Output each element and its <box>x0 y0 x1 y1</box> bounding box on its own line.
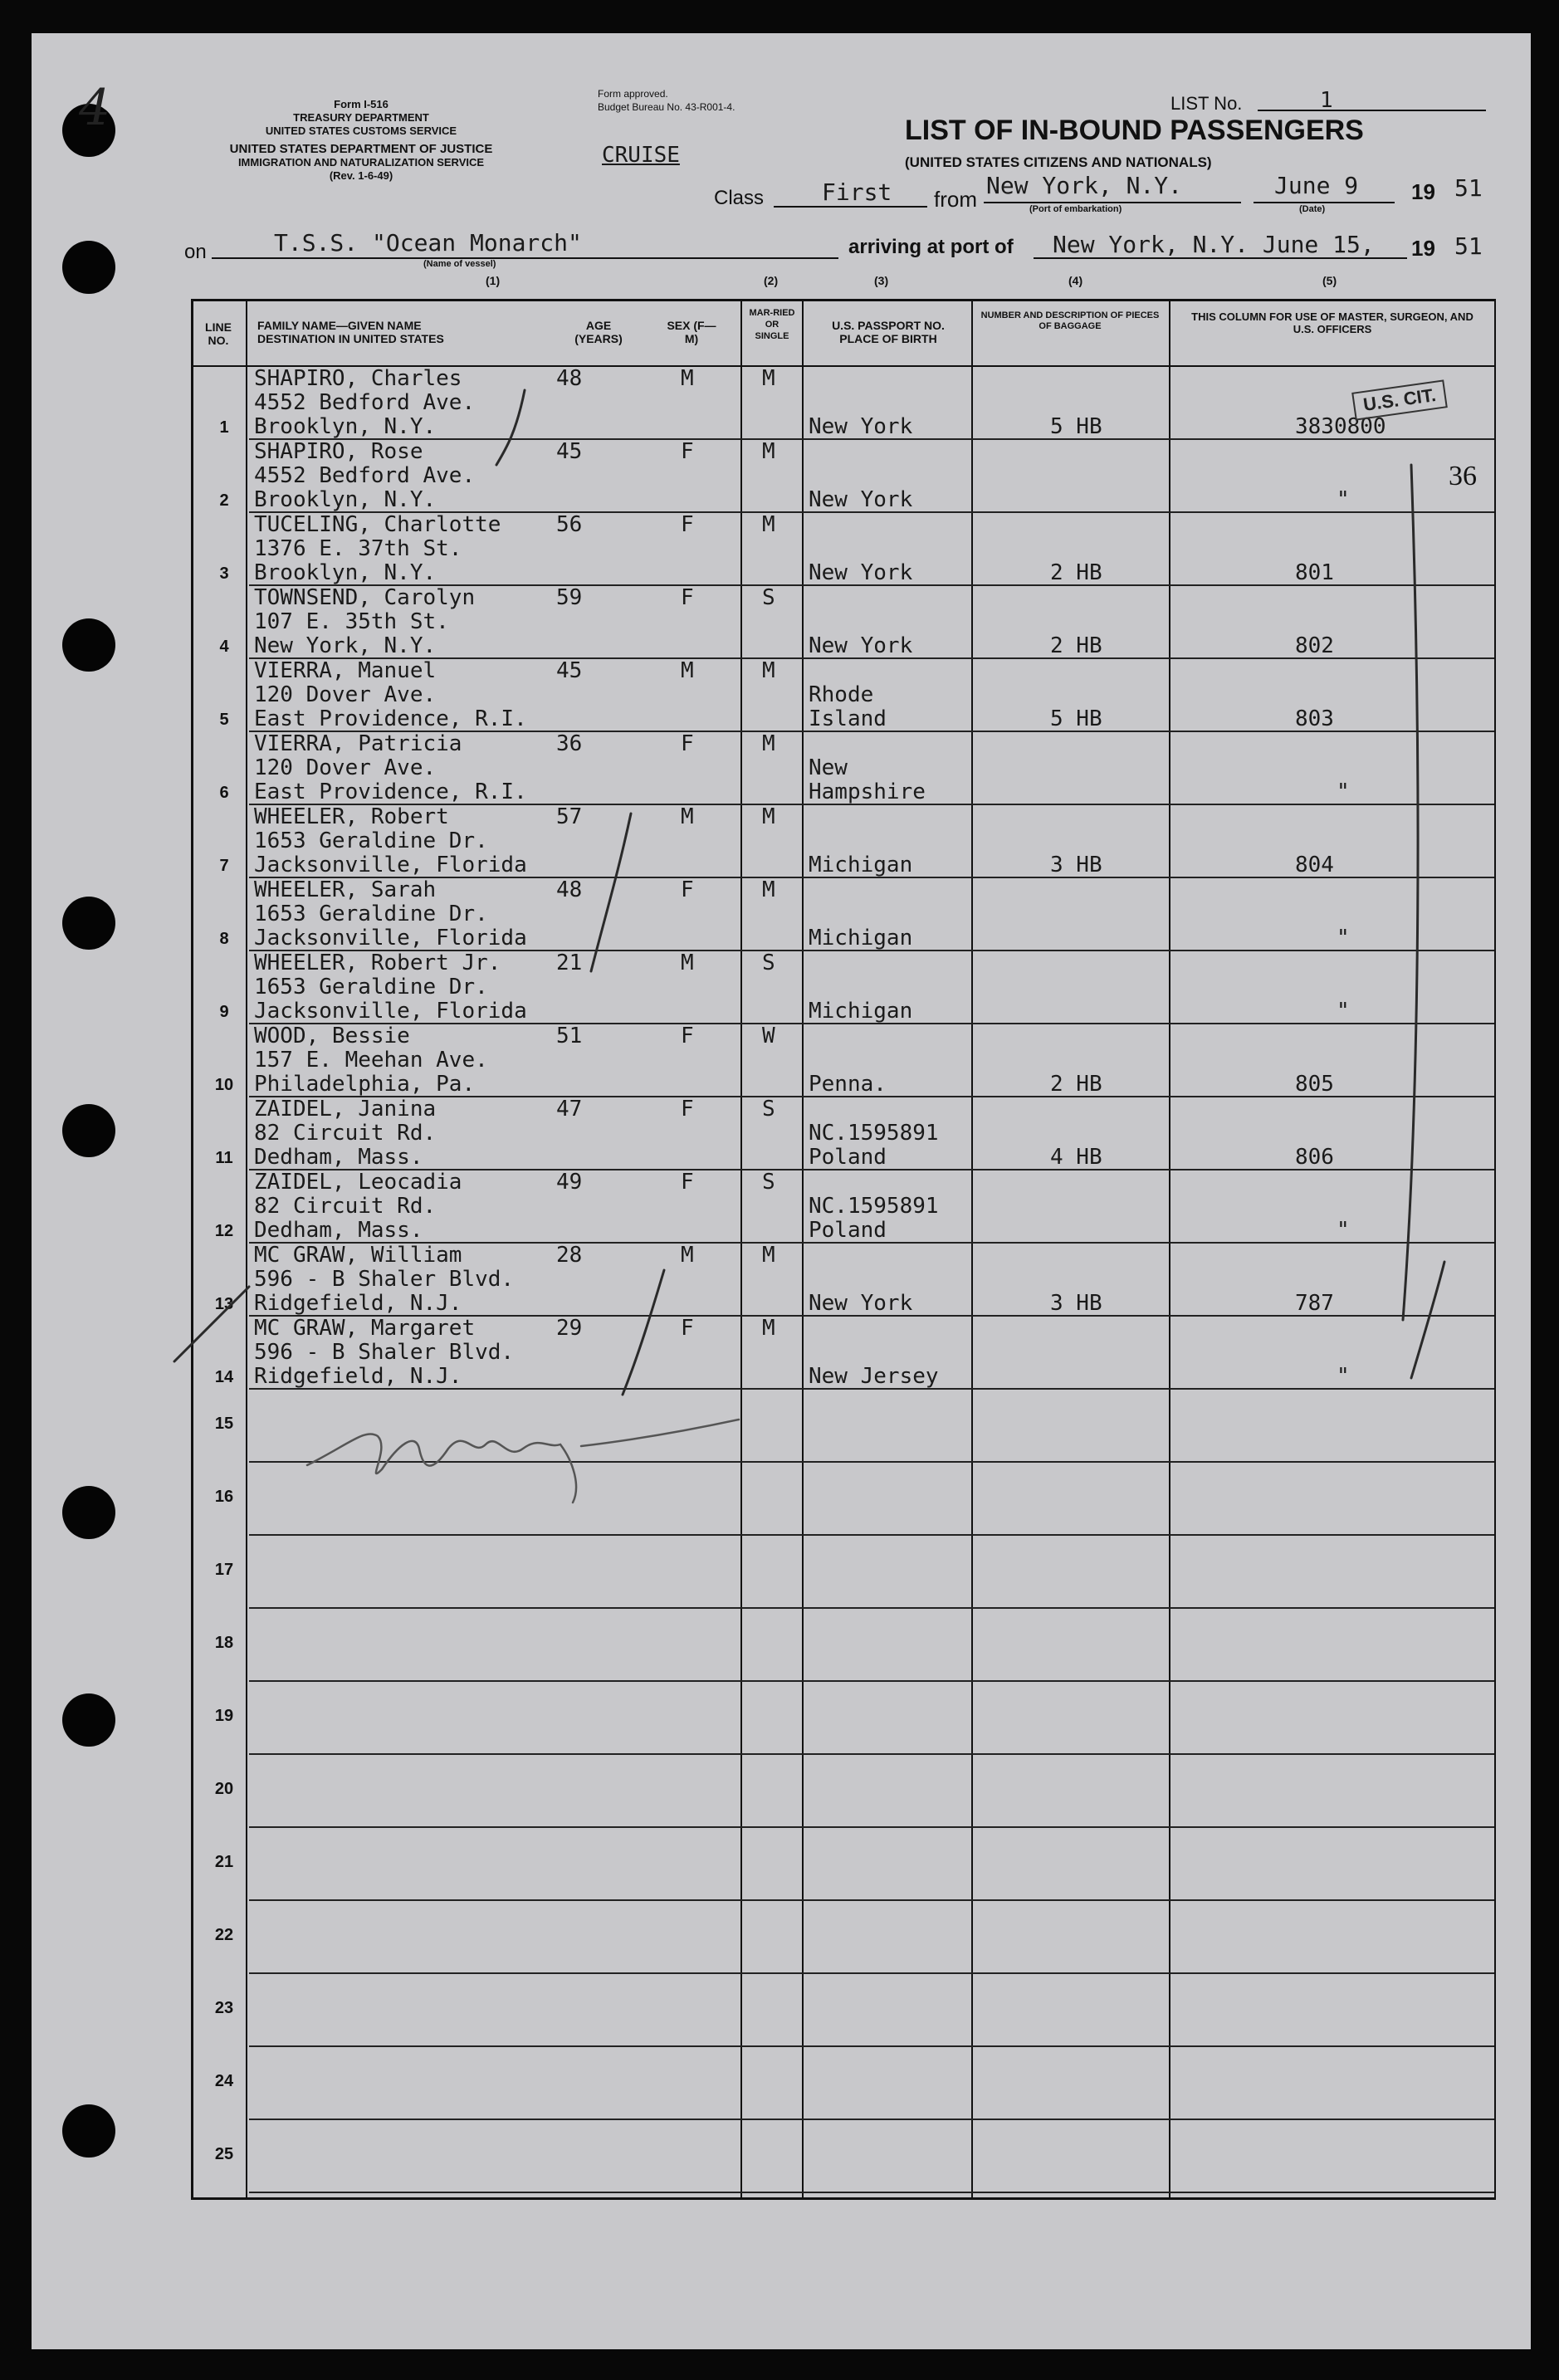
passenger-sex: F <box>681 1024 694 1048</box>
line-number: 25 <box>214 2145 234 2163</box>
header-age: AGE (YEARS) <box>574 319 623 345</box>
revision-line: (Rev. 1-6-49) <box>329 169 393 182</box>
vessel-caption: (Name of vessel) <box>423 259 496 269</box>
line-number: 21 <box>214 1853 234 1871</box>
column-number-2: (2) <box>764 274 779 287</box>
officer-note: 787 <box>1295 1291 1334 1316</box>
line-number: 18 <box>214 1634 234 1652</box>
passenger-sex: F <box>681 512 694 537</box>
passenger-age: 48 <box>556 877 583 902</box>
column-number-1: (1) <box>486 274 501 287</box>
passenger-name: ZAIDEL, Janina 82 Circuit Rd. Dedham, Mass. <box>254 1097 437 1170</box>
passenger-name: WHEELER, Robert Jr. 1653 Geraldine Dr. Jacksonville, Florida <box>254 951 527 1024</box>
passenger-age: 47 <box>556 1097 583 1122</box>
passenger-age: 48 <box>556 366 583 391</box>
baggage: 2 HB <box>1050 1072 1102 1097</box>
marital-status: M <box>762 439 775 464</box>
passenger-age: 49 <box>556 1170 583 1195</box>
list-no-label: LIST No. <box>1170 93 1243 114</box>
passport-birthplace: NC.1595891 Poland <box>809 1121 939 1170</box>
officer-note: " <box>1337 1364 1350 1389</box>
passenger-sex: F <box>681 877 694 902</box>
marital-status: S <box>762 1097 775 1122</box>
officer-note: 806 <box>1295 1145 1334 1170</box>
header-sex: SEX (F—M) <box>667 319 716 345</box>
marital-status: M <box>762 877 775 902</box>
passenger-age: 21 <box>556 951 583 975</box>
passenger-name: MC GRAW, William 596 - B Shaler Blvd. Ridgefield, N.J. <box>254 1243 515 1316</box>
header-baggage: NUMBER AND DESCRIPTION OF PIECES OF BAGGAGE <box>980 310 1160 331</box>
header-officers: THIS COLUMN FOR USE OF MASTER, SURGEON, AND U.S. OFFICERS <box>1191 310 1473 335</box>
marital-status: M <box>762 731 775 756</box>
passport-birthplace: New Jersey <box>809 1364 939 1389</box>
passenger-name: WHEELER, Robert 1653 Geraldine Dr. Jacksonville, Florida <box>254 804 527 877</box>
passport-birthplace: Michigan <box>809 853 913 877</box>
header-line-no: LINE NO. <box>205 320 232 347</box>
embarkation-port: New York, N.Y. <box>986 172 1183 199</box>
passenger-name: VIERRA, Manuel 120 Dover Ave. East Providence, R.I. <box>254 658 527 731</box>
officer-note: " <box>1337 999 1350 1024</box>
marital-status: M <box>762 512 775 537</box>
passenger-name: WHEELER, Sarah 1653 Geraldine Dr. Jacksonville, Florida <box>254 877 527 951</box>
citizen-stamp: U.S. CIT. <box>1351 379 1448 420</box>
passenger-sex: F <box>681 439 694 464</box>
baggage: 5 HB <box>1050 706 1102 731</box>
passenger-age: 29 <box>556 1316 583 1341</box>
passenger-name: ZAIDEL, Leocadia 82 Circuit Rd. Dedham, Mass. <box>254 1170 462 1243</box>
document-title: LIST OF IN-BOUND PASSENGERS <box>905 115 1364 146</box>
signature <box>307 1420 739 1503</box>
passenger-name: VIERRA, Patricia 120 Dover Ave. East Providence, R.I. <box>254 731 527 804</box>
column-number-5: (5) <box>1322 274 1337 287</box>
arriving-label: arriving at port of <box>848 236 1014 258</box>
line-number: 16 <box>214 1488 234 1506</box>
line-number: 9 <box>219 1003 229 1021</box>
passenger-age: 56 <box>556 512 583 537</box>
embarkation-date: June 9 <box>1274 172 1359 199</box>
passport-birthplace: New York <box>809 1291 913 1316</box>
line-number: 22 <box>214 1926 234 1944</box>
passenger-name: SHAPIRO, Charles 4552 Bedford Ave. Brooklyn, N.Y. <box>254 366 476 439</box>
header-married: MAR-RIED OR SINGLE <box>749 308 795 341</box>
passenger-name: WOOD, Bessie 157 E. Meehan Ave. Philadelphia, Pa. <box>254 1024 488 1097</box>
line-number: 3 <box>219 564 229 583</box>
officer-note: " <box>1337 926 1350 951</box>
date-caption: (Date) <box>1299 204 1326 214</box>
passport-birthplace: Rhode Island <box>809 682 887 731</box>
marital-status: M <box>762 804 775 829</box>
officer-note: 805 <box>1295 1072 1334 1097</box>
passenger-sex: M <box>681 366 694 391</box>
marital-status: M <box>762 366 775 391</box>
line-number: 12 <box>214 1222 234 1240</box>
arrival-port: New York, N.Y. June 15, <box>1053 231 1375 258</box>
baggage: 4 HB <box>1050 1145 1102 1170</box>
passenger-age: 45 <box>556 658 583 683</box>
column-number-3: (3) <box>874 274 889 287</box>
passport-birthplace: New Hampshire <box>809 755 926 804</box>
line-number: 19 <box>214 1707 234 1725</box>
on-label: on <box>184 241 207 263</box>
passenger-age: 36 <box>556 731 583 756</box>
line-number: 10 <box>214 1076 234 1094</box>
passenger-name: MC GRAW, Margaret 596 - B Shaler Blvd. Ridgefield, N.J. <box>254 1316 515 1389</box>
officer-note: " <box>1337 779 1350 804</box>
line-number: 8 <box>219 930 229 948</box>
customs-line: UNITED STATES CUSTOMS SERVICE <box>265 125 457 137</box>
year-value: 51 <box>1454 174 1483 202</box>
passport-birthplace: Penna. <box>809 1072 887 1097</box>
passenger-sex: F <box>681 1170 694 1195</box>
list-no-value: 1 <box>1320 88 1333 113</box>
page-number: 36 <box>1449 461 1477 491</box>
passenger-name: TUCELING, Charlotte 1376 E. 37th St. Brooklyn, N.Y. <box>254 512 501 585</box>
check-mark <box>1411 1262 1444 1378</box>
passenger-sex: F <box>681 1097 694 1122</box>
officer-note: 3830800 <box>1295 414 1386 439</box>
baggage: 2 HB <box>1050 633 1102 658</box>
baggage: 5 HB <box>1050 414 1102 439</box>
form-approved: Form approved. <box>598 88 668 100</box>
marital-status: M <box>762 1316 775 1341</box>
line-number: 5 <box>219 711 229 729</box>
column-number-4: (4) <box>1068 274 1083 287</box>
officer-note: 804 <box>1295 853 1334 877</box>
officer-note: " <box>1337 487 1350 512</box>
check-mark <box>591 814 631 971</box>
budget-bureau: Budget Bureau No. 43-R001-4. <box>598 101 736 113</box>
passport-birthplace: New York <box>809 560 913 585</box>
baggage: 2 HB <box>1050 560 1102 585</box>
check-mark <box>174 1287 249 1361</box>
line-number: 11 <box>215 1149 233 1167</box>
passenger-sex: M <box>681 658 694 683</box>
passport-birthplace: NC.1595891 Poland <box>809 1194 939 1243</box>
passenger-age: 59 <box>556 585 583 610</box>
passport-birthplace: New York <box>809 414 913 439</box>
justice-line: UNITED STATES DEPARTMENT OF JUSTICE <box>229 142 493 156</box>
line-number: 1 <box>219 418 229 437</box>
marital-status: W <box>762 1024 775 1048</box>
port-caption: (Port of embarkation) <box>1029 204 1122 214</box>
passenger-sex: M <box>681 1243 694 1268</box>
marital-status: S <box>762 951 775 975</box>
passenger-age: 28 <box>556 1243 583 1268</box>
check-mark <box>496 390 525 465</box>
line-number: 17 <box>214 1561 234 1579</box>
year-prefix: 19 <box>1411 179 1435 204</box>
passenger-sex: M <box>681 951 694 975</box>
officer-note: " <box>1337 1218 1350 1243</box>
baggage: 3 HB <box>1050 853 1102 877</box>
check-mark <box>623 1270 664 1395</box>
arrival-year: 51 <box>1454 232 1483 260</box>
marital-status: M <box>762 1243 775 1268</box>
from-label: from <box>934 187 977 212</box>
class-value: First <box>822 178 892 206</box>
line-number: 4 <box>219 638 229 656</box>
arrival-year-prefix: 19 <box>1411 236 1435 261</box>
immigration-line: IMMIGRATION AND NATURALIZATION SERVICE <box>237 156 485 169</box>
passenger-name: SHAPIRO, Rose 4552 Bedford Ave. Brooklyn, N.Y. <box>254 439 476 512</box>
header-name: FAMILY NAME—GIVEN NAME DESTINATION IN UNITED STATES <box>257 319 444 345</box>
passenger-sex: M <box>681 804 694 829</box>
marital-status: S <box>762 585 775 610</box>
margin-mark: 4 <box>79 79 111 137</box>
line-number: 20 <box>214 1780 234 1798</box>
line-number: 7 <box>219 857 229 875</box>
line-number: 15 <box>214 1415 234 1433</box>
passenger-age: 57 <box>556 804 583 829</box>
vessel-name: T.S.S. "Ocean Monarch" <box>274 229 582 257</box>
line-number: 2 <box>219 491 229 510</box>
officer-note: 803 <box>1295 706 1334 731</box>
passport-birthplace: Michigan <box>809 999 913 1024</box>
passenger-sex: F <box>681 1316 694 1341</box>
form-number: Form I-516 <box>334 98 389 110</box>
line-number: 23 <box>214 1999 234 2017</box>
line-number: 24 <box>214 2072 234 2090</box>
passport-birthplace: Michigan <box>809 926 913 951</box>
class-label: Class <box>714 187 765 209</box>
treasury-line: TREASURY DEPARTMENT <box>293 111 429 124</box>
marital-status: S <box>762 1170 775 1195</box>
header-passport: U.S. PASSPORT NO. PLACE OF BIRTH <box>832 319 945 345</box>
passport-birthplace: New York <box>809 633 913 658</box>
passenger-age: 51 <box>556 1024 583 1048</box>
line-number: 13 <box>214 1295 234 1313</box>
officer-line <box>1403 465 1418 1320</box>
cruise-label: CRUISE <box>602 143 680 168</box>
passenger-age: 45 <box>556 439 583 464</box>
passenger-sex: F <box>681 731 694 756</box>
line-number: 14 <box>214 1368 234 1386</box>
document-subtitle: (UNITED STATES CITIZENS AND NATIONALS) <box>905 154 1212 170</box>
line-number: 6 <box>219 784 229 802</box>
officer-note: 801 <box>1295 560 1334 585</box>
officer-note: 802 <box>1295 633 1334 658</box>
marital-status: M <box>762 658 775 683</box>
passenger-sex: F <box>681 585 694 610</box>
passport-birthplace: New York <box>809 487 913 512</box>
baggage: 3 HB <box>1050 1291 1102 1316</box>
passenger-name: TOWNSEND, Carolyn 107 E. 35th St. New York, N.Y. <box>254 585 476 658</box>
